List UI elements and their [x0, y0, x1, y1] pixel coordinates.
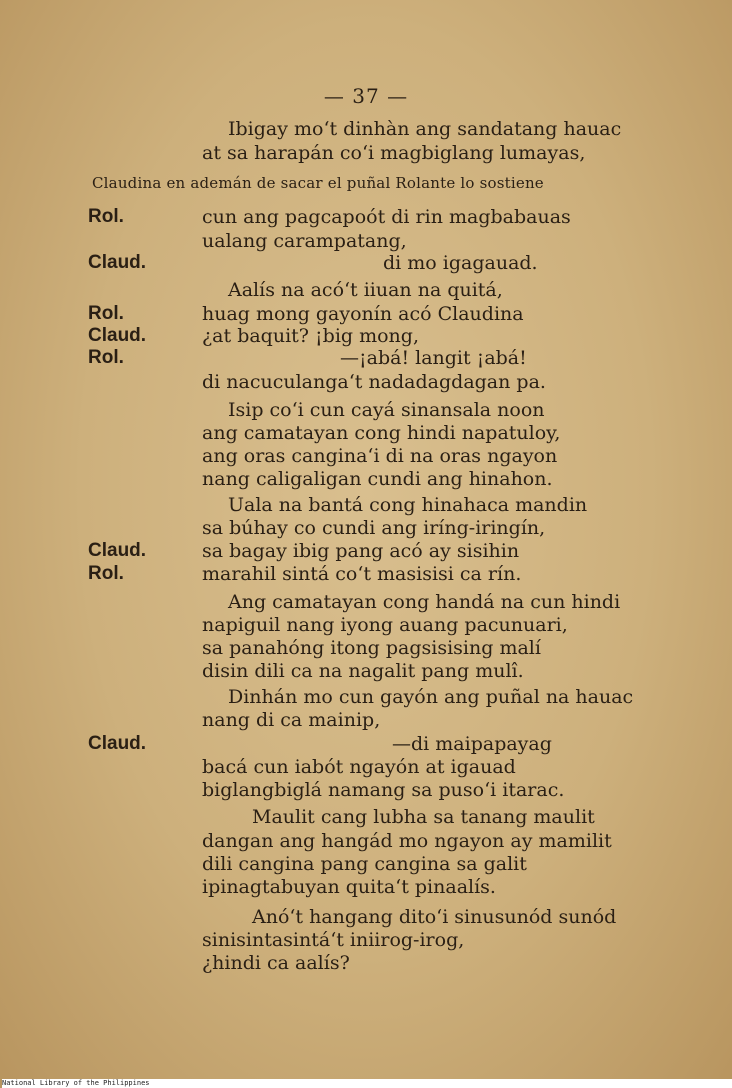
verse-line: sinisintasintá‘t iniirog-irog, [202, 929, 465, 951]
verse-line: ang oras cangina‘i di na oras ngayon [202, 445, 558, 467]
verse-line: Anó‘t hangang dito‘i sinusunód sunód [252, 906, 617, 928]
verse-line: sa panahóng itong pagsisising malí [202, 637, 541, 659]
verse-line: ¿at baquit? ¡big mong, [202, 325, 419, 347]
verse-line: Aalís na acó‘t iiuan na quitá, [228, 279, 503, 301]
verse-line: marahil sintá co‘t masisisi ca rín. [202, 563, 522, 585]
verse-line: cun ang pagcapoót di rin magbabauas [202, 206, 571, 228]
verse-line: di mo igagauad. [383, 252, 538, 274]
verse-line: napiguil nang iyong auang pacunuari, [202, 614, 568, 636]
verse-line: bacá cun iabót ngayón at igauad [202, 756, 516, 778]
verse-line: —di maipapayag [392, 733, 552, 755]
verse-line: di nacuculanga‘t nadadagdagan pa. [202, 371, 546, 393]
page-number: — 37 — [323, 84, 409, 108]
verse-line: Isip co‘i cun cayá sinansala noon [228, 399, 545, 421]
verse-line: ualang carampatang, [202, 230, 407, 252]
verse-line: dangan ang hangád mo ngayon ay mamilit [202, 830, 612, 852]
speaker-label: Rol. [88, 563, 124, 584]
verse-line: dili cangina pang cangina sa galit [202, 853, 527, 875]
verse-line: Dinhán mo cun gayón ang puñal na hauac [228, 686, 634, 708]
stage-direction: Claudina en ademán de sacar el puñal Rolante lo sostiene [92, 174, 544, 192]
verse-line: Maulit cang lubha sa tanang maulit [252, 806, 595, 828]
verse-line: ¿hindi ca aalís? [202, 952, 350, 974]
verse-line: ang camatayan cong hindi napatuloy, [202, 422, 561, 444]
speaker-label: Claud. [88, 540, 147, 561]
speaker-label: Rol. [88, 206, 124, 227]
speaker-label: Rol. [88, 303, 124, 324]
verse-line: huag mong gayonín acó Claudina [202, 303, 524, 325]
verse-line: disin dili ca na nagalit pang mulî. [202, 660, 524, 682]
verse-line: nang caligaligan cundi ang hinahon. [202, 468, 553, 490]
library-footer: National Library of the Philippines [2, 1079, 732, 1088]
verse-line: Uala na bantá cong hinahaca mandin [228, 494, 588, 516]
speaker-label: Claud. [88, 252, 147, 273]
speaker-label: Claud. [88, 733, 147, 754]
speaker-label: Claud. [88, 325, 147, 346]
verse-line: sa búhay co cundi ang iríng-iringín, [202, 517, 546, 539]
verse-line: sa bagay ibig pang acó ay sisihin [202, 540, 520, 562]
verse-line: —¡abá! langit ¡abá! [340, 347, 527, 369]
speaker-label: Rol. [88, 347, 124, 368]
verse-line: nang di ca mainip, [202, 709, 381, 731]
verse-line: Ibigay mo‘t dinhàn ang sandatang hauac [228, 118, 622, 140]
verse-line: at sa harapán co‘i magbiglang lumayas, [202, 142, 586, 164]
verse-line: ipinagtabuyan quita‘t pinaalís. [202, 876, 496, 898]
verse-line: biglangbiglá namang sa puso‘i itarac. [202, 779, 565, 801]
verse-line: Ang camatayan cong handá na cun hindi [228, 591, 621, 613]
